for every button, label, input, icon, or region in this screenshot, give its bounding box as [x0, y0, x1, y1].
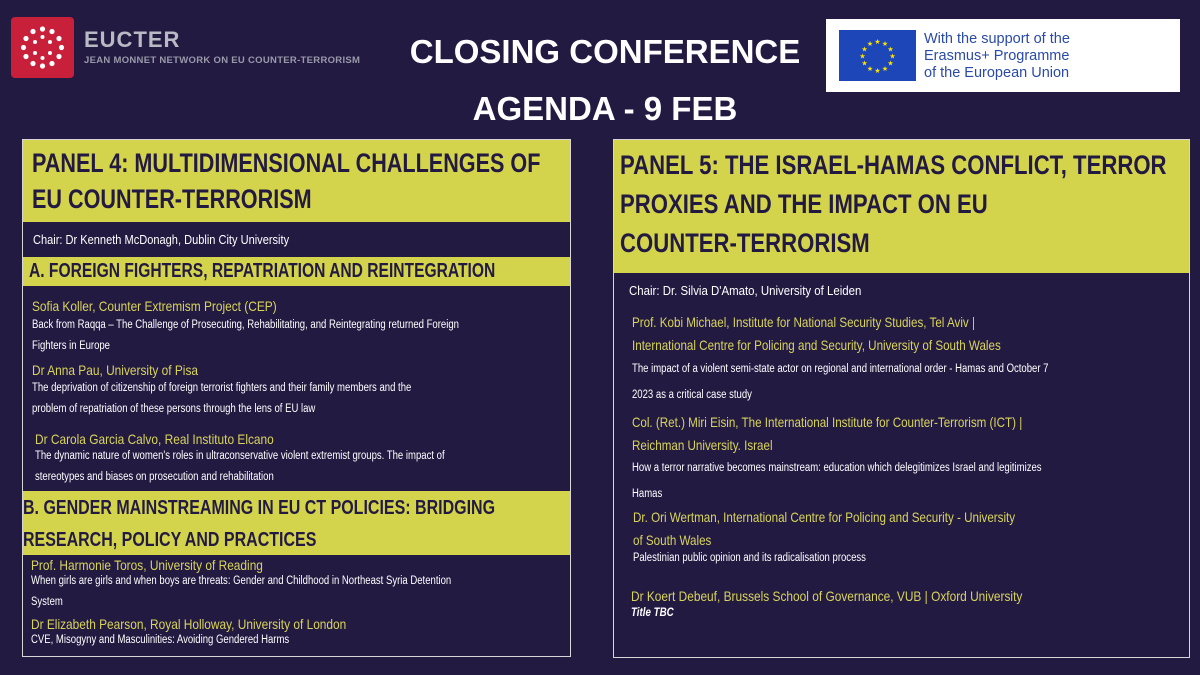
eucter-logo	[11, 17, 74, 78]
talk-title-line: stereotypes and biases on prosecution and rehabilitation	[35, 471, 274, 483]
section-a-band	[23, 257, 570, 286]
speaker-name-line: Dr. Ori Wertman, International Centre for Policing and Security - University	[633, 509, 1016, 525]
panel-4-title-line: PANEL 4: MULTIDIMENSIONAL CHALLENGES OF	[32, 148, 541, 178]
panel-5-chair: Chair: Dr. Silvia D'Amato, University of Leiden	[629, 283, 862, 298]
eu-flag-icon	[839, 30, 916, 81]
eu-support-line: With the support of the	[924, 31, 1070, 47]
svg-text:★: ★	[874, 67, 881, 75]
talk-title-line: Hamas	[632, 488, 663, 500]
talk-title-line: System	[31, 596, 63, 608]
eucter-logo-icon	[11, 17, 74, 78]
talk-title	[633, 548, 866, 569]
eu-support-line: Erasmus+ Programme	[924, 48, 1070, 64]
eu-support-text	[924, 31, 1070, 82]
svg-text:★: ★	[866, 40, 874, 48]
speaker-name	[632, 411, 1022, 457]
talk-title-line: 2023 as a critical case study	[632, 389, 752, 401]
panel-4-title	[32, 145, 540, 217]
svg-text:★: ★	[861, 45, 868, 54]
speaker-name-line: Prof. Kobi Michael, Institute for National Security Studies, Tel Aviv |	[632, 314, 975, 330]
page-subtitle: AGENDA - 9 FEB	[472, 90, 738, 127]
speaker-name: Dr Koert Debeuf, Brussels School of Governance, VUB | Oxford University	[631, 588, 1023, 604]
page-title: CLOSING CONFERENCE	[409, 33, 801, 70]
svg-text:★: ★	[861, 59, 868, 68]
svg-text:★: ★	[859, 52, 866, 61]
talk-title	[632, 455, 1042, 507]
talk-title: Title TBC	[631, 607, 674, 619]
talk-title	[35, 446, 445, 488]
panel-5-title-band	[614, 140, 1189, 273]
speaker-name-line: Col. (Ret.) Miri Eisin, The International Institute for Counter-Terrorism (ICT) |	[632, 414, 1023, 430]
section-b-title	[23, 492, 495, 556]
talk-title	[31, 630, 289, 651]
talk-title	[632, 356, 1048, 408]
eu-support-line: of the European Union	[924, 65, 1070, 81]
speaker-name-line: International Centre for Policing and Security, University of South Wales	[632, 337, 1001, 353]
speaker-name	[632, 311, 1001, 357]
section-b-band	[23, 491, 570, 555]
talk-title	[32, 315, 459, 357]
panel-4-title-line: EU COUNTER-TERRORISM	[32, 184, 312, 214]
svg-text:★: ★	[887, 45, 894, 54]
panel-4-chair: Chair: Dr Kenneth McDonagh, Dublin City University	[33, 232, 290, 247]
talk-title-line: Palestinian public opinion and its radicalisation process	[633, 552, 866, 564]
svg-text:★: ★	[881, 40, 889, 48]
talk-title-line: How a terror narrative becomes mainstream: education which delegitimizes Israel and legitimizes	[632, 462, 1042, 474]
talk-title-line: CVE, Misogyny and Masculinities: Avoiding Gendered Harms	[31, 634, 290, 646]
eu-support-badge	[826, 19, 1180, 92]
speaker-name-line: of South Wales	[633, 532, 712, 548]
section-a-title: A. FOREIGN FIGHTERS, REPATRIATION AND REINTEGRATION	[29, 260, 496, 282]
speaker-name: Dr Anna Pau, University of Pisa	[32, 362, 199, 378]
talk-title-line: The impact of a violent semi-state actor on regional and international order - Hamas and October 7	[632, 363, 1049, 375]
svg-text:★: ★	[887, 59, 894, 68]
talk-title-line: Fighters in Europe	[32, 340, 110, 352]
talk-title-line: The dynamic nature of women's roles in ultraconservative violent extremist groups. The impact of	[35, 450, 445, 462]
talk-title-line: When girls are girls and when boys are threats: Gender and Childhood in Northeast Syria Detention	[31, 575, 452, 587]
section-b-title-line: RESEARCH, POLICY AND PRACTICES	[23, 529, 317, 551]
talk-title-line: The deprivation of citizenship of foreign terrorist fighters and their family members and the	[32, 382, 412, 394]
panel-5-title-line: PANEL 5: THE ISRAEL-HAMAS CONFLICT, TERROR	[620, 150, 1167, 180]
panel-4	[22, 139, 571, 657]
speaker-name: Prof. Harmonie Toros, University of Reading	[31, 557, 263, 573]
section-b-title-line: B. GENDER MAINSTREAMING IN EU CT POLICIES: BRIDGING	[23, 497, 496, 519]
org-subtitle: JEAN MONNET NETWORK ON EU COUNTER-TERRORISM	[84, 55, 361, 66]
talk-title	[32, 378, 411, 420]
org-name: EUCTER	[84, 27, 181, 52]
speaker-name	[633, 506, 1015, 552]
speaker-name: Dr Carola Garcia Calvo, Real Instituto Elcano	[35, 431, 274, 447]
talk-title-line: Back from Raqqa – The Challenge of Prosecuting, Rehabilitating, and Reintegrating returned Foreign	[32, 319, 459, 331]
speaker-name: Dr Elizabeth Pearson, Royal Holloway, University of London	[31, 616, 347, 632]
svg-text:★: ★	[881, 65, 889, 73]
svg-text:★: ★	[874, 38, 881, 46]
svg-text:★: ★	[866, 65, 874, 73]
panel-5-title-line: COUNTER-TERRORISM	[620, 228, 870, 258]
panel-5	[613, 139, 1190, 658]
speaker-name-line: Reichman University. Israel	[632, 437, 773, 453]
talk-title	[31, 571, 451, 613]
svg-text:★: ★	[889, 52, 896, 61]
panel-5-title-line: PROXIES AND THE IMPACT ON EU	[620, 189, 988, 219]
panel-5-title	[620, 146, 1167, 263]
panel-4-title-band	[23, 140, 570, 222]
speaker-name: Sofia Koller, Counter Extremism Project (CEP)	[32, 298, 277, 314]
talk-title-line: problem of repatriation of these persons through the lens of EU law	[32, 403, 316, 415]
